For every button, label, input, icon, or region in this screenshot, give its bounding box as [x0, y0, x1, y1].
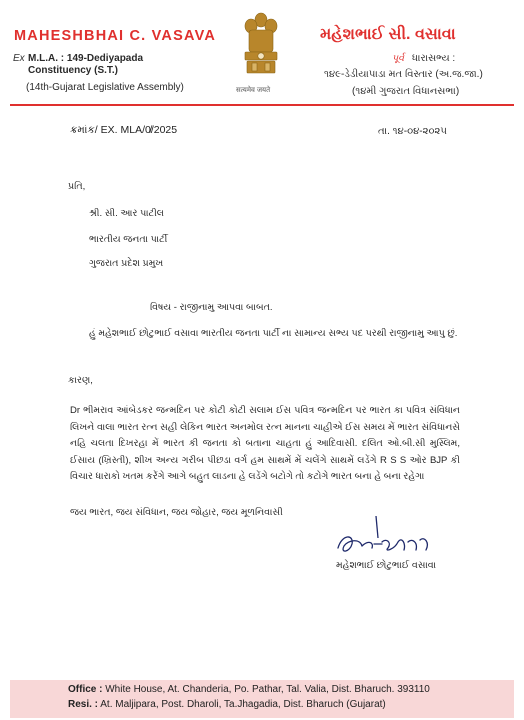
office-address [68, 684, 430, 695]
letterhead-name-gujarati: મહેશભાઈ સી. વસાવા [320, 26, 456, 43]
recipient-line-3: ગુજરાત પ્રદેશ પ્રમુખ [89, 258, 164, 269]
resignation-statement: હું મહેશભાઈ છોટુભાઈ વસાવા ભારતીય જનતા પાર્ટી ના સામાન્ય સભ્ય પદ પરથી રાજીનામુ આપુ છું. [89, 328, 458, 339]
constituency-english: Constituency (S.T.) [28, 65, 119, 76]
constituency-gujarati: ૧૪૯-ડેડીયાપાડા મત વિસ્તાર (અ.જ.જા.) [324, 69, 483, 80]
assembly-gujarati: (૧૪મી ગુજરાત વિધાનસભા) [352, 86, 460, 97]
handwritten-signature [332, 512, 442, 564]
recipient-line-2: ભારતીય જનતા પાર્ટી [89, 234, 168, 245]
letterhead-name-english: MAHESHBHAI C. VASAVA [14, 28, 217, 44]
salutation: પ્રતિ, [68, 181, 86, 192]
office-label: Office : [68, 684, 103, 695]
purv-handwritten-mark: પૂર્વ [392, 53, 405, 64]
signer-name: મહેશભાઈ છોટુભાઈ વસાવા [336, 560, 437, 571]
reference-number: ક્રમાંક/ EX. MLA/0̸/2025 [70, 124, 178, 136]
mla-designation-gujarati: ધારાસભ્ય : [412, 53, 456, 64]
closing-slogan: જય ભારત, જય સંવિધાન, જય જોહાર, જય મૂળનિવાસી [70, 507, 283, 518]
ex-handwritten-mark: Ex [13, 53, 25, 64]
national-emblem-icon [240, 8, 282, 90]
reason-paragraph: Dr ભીમરાવ આંબેડકર જન્મદિન પર કોટી કોટી સલામ ઈસ પવિત્ર જન્મદિન પર ભારત કા પવિત્ર સંવિધાન લિખને વાલા ભારત રત્ન સહી લેકિન ભારત અનમોલ રત્ન માનના ચાહીએ ઈસ સમય મેં ભારત સંવિધાનસે નહિ ચલતા દિખરહા મેં ભારત કી જનતા કો બતાના ચાહતા હું આદિવાસી. દલિત ઓ.બી.સી મુસ્લિમ, ઈસાય (ખ્રિસ્તી), શીખ અન્ય ગરીબ પીછડા વર્ગ હમ સાથમેં મેં ચલેંગે સાથમેં લડેંગે R S S ઓર BJP કી વિચાર ધારાકો ખતમ કરેંગે આગે બહુત લાડના હે લડેંગે બટોગે તો કટોગે ભારત બના હે બના રહેગા [70, 405, 460, 482]
office-address-text: White House, At. Chanderia, Po. Pathar, Tal. Valia, Dist. Bharuch. 393110 [105, 684, 430, 695]
emblem-motto: सत्यमेव जयते [236, 87, 271, 94]
residence-address-text: At. Maljipara, Post. Dharoli, Ta.Jhagadia, Dist. Bharuch (Gujarat) [100, 699, 386, 710]
mla-designation-english: M.L.A. : 149-Dediyapada [28, 53, 144, 64]
recipient-line-1: શ્રી. સી. આર પાટીલ [89, 208, 164, 219]
letter-date: તા. ૧૪-૦૪-૨૦૨૫ [378, 126, 447, 137]
residence-address [68, 699, 386, 710]
residence-label: Resi. : [68, 699, 99, 710]
letterhead-divider [10, 104, 514, 106]
reason-heading: કારણ, [68, 375, 93, 386]
subject-line: વિષય - રાજીનામુ આપવા બાબત. [150, 302, 273, 313]
assembly-english: (14th-Gujarat Legislative Assembly) [26, 82, 184, 93]
